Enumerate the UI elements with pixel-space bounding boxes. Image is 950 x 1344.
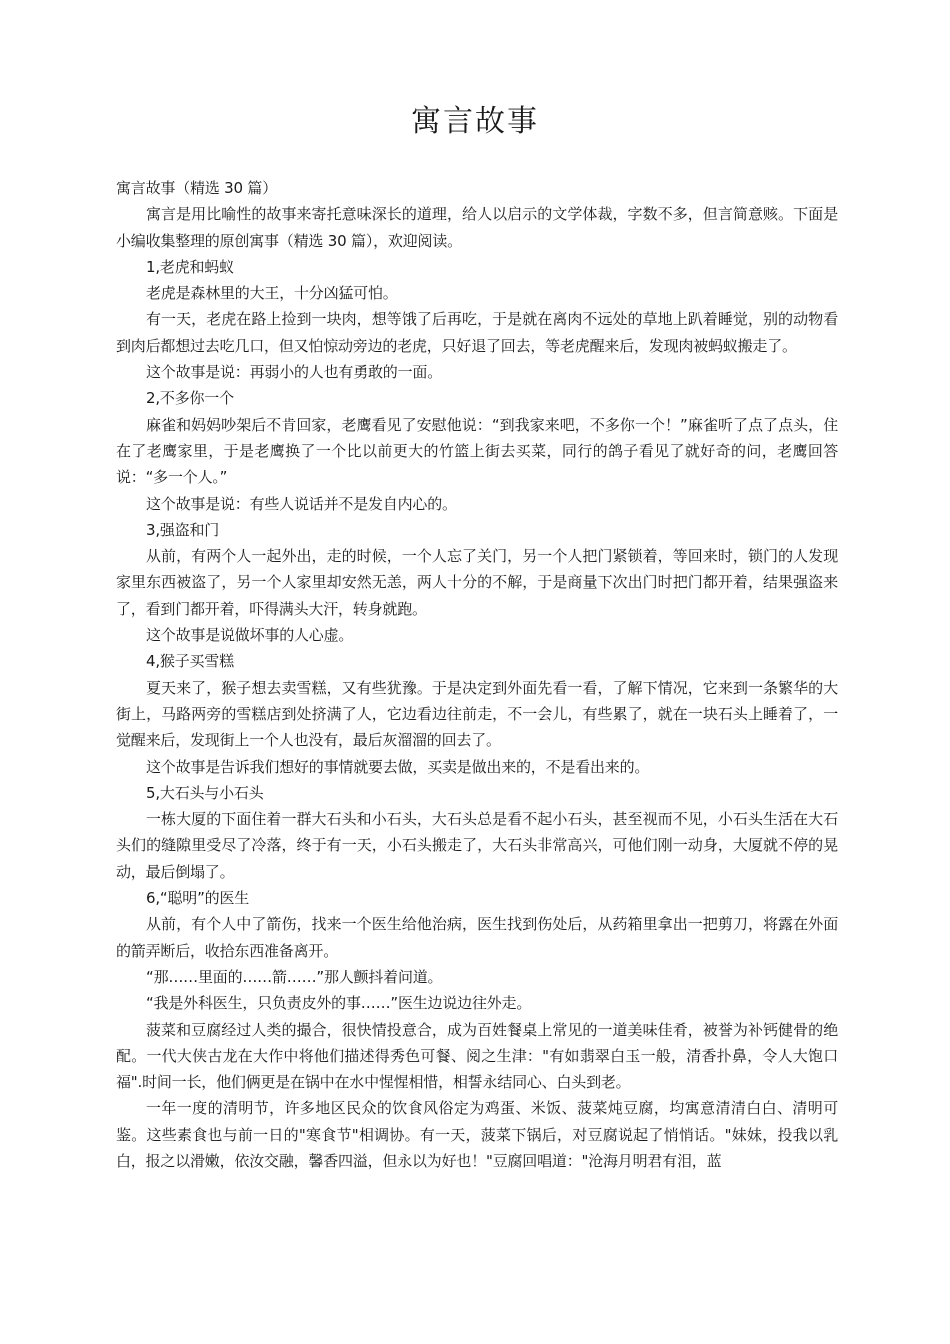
- paragraph: 2,不多你一个: [146, 389, 234, 408]
- paragraph: 6,“聪明”的医生: [146, 889, 250, 908]
- paragraph: 有一天，老虎在路上捡到一块肉，想等饿了后再吃，于是就在离肉不远处的草地上趴着睡觉，别的动物看到肉后都想过去吃几口，但又怕惊动旁边的老虎，只好退了回去，等老虎醒来后，发现肉被蚂蚁搬走了。: [116, 310, 838, 355]
- paragraph: 1,老虎和蚂蚁: [146, 257, 234, 276]
- paragraph: 这个故事是说：有些人说话并不是发自内心的。: [146, 494, 457, 513]
- paragraph: 这个故事是说做坏事的人心虚。: [146, 626, 354, 645]
- paragraph: “那……里面的……箭……”那人颤抖着问道。: [146, 967, 443, 986]
- paragraph: 从前，有个人中了箭伤，找来一个医生给他治病，医生找到伤处后，从药箱里拿出一把剪刀，将露在外面的箭弄断后，收拾东西准备离开。: [116, 915, 838, 960]
- paragraph: 菠菜和豆腐经过人类的撮合，很快情投意合，成为百姓餐桌上常见的一道美味佳肴，被誉为补钙健骨的绝配。一代大侠古龙在大作中将他们描述得秀色可餐、阅之生津："有如翡翠白玉一般，清香扑鼻，令人大饱口福".时间一长，他们俩更是在锅中在水中惺惺相惜，相誓永结同心、白头到老。: [116, 1020, 838, 1092]
- paragraph: “我是外科医生，只负责皮外的事……”医生边说边往外走。: [146, 994, 532, 1013]
- paragraph: 一年一度的清明节，许多地区民众的饮食风俗定为鸡蛋、米饭、菠菜炖豆腐，均寓意清清白白、清明可鉴。这些素食也与前一日的"寒食节"相调协。有一天，菠菜下锅后，对豆腐说起了悄悄话。"妹妹，投我以乳白，报之以滑嫩，依汝交融，馨香四溢，但永以为好也！"豆腐回唱道："沧海月明君有泪，蓝: [116, 1099, 838, 1170]
- paragraph: 麻雀和妈妈吵架后不肯回家，老鹰看见了安慰他说：“到我家来吧，不多你一个！”麻雀听了点了点头，住在了老鹰家里，于是老鹰换了一个比以前更大的竹篮上街去买菜，同行的鸽子看见了就好奇的问，老鹰回答说：“多一个人。”: [116, 415, 838, 487]
- document-body: [116, 175, 838, 1174]
- paragraph: 这个故事是说：再弱小的人也有勇敢的一面。: [146, 363, 443, 382]
- paragraph: 5,大石头与小石头: [146, 783, 264, 802]
- paragraph: 老虎是森林里的大王，十分凶猛可怕。: [146, 284, 398, 303]
- paragraph: 夏天来了，猴子想去卖雪糕，又有些犹豫。于是决定到外面先看一看，了解下情况，它来到一条繁华的大街上，马路两旁的雪糕店到处挤满了人，它边看边往前走，不一会儿，有些累了，就在一块石头上睡着了，一觉醒来后，发现街上一个人也没有，最后灰溜溜的回去了。: [116, 678, 838, 750]
- paragraph: 这个故事是告诉我们想好的事情就要去做，买卖是做出来的，不是看出来的。: [146, 757, 650, 776]
- paragraph: 寓言是用比喻性的故事来寄托意味深长的道理，给人以启示的文学体裁，字数不多，但言简意赅。下面是小编收集整理的原创寓事（精选 30 篇），欢迎阅读。: [116, 205, 838, 250]
- document-title: 寓言故事: [411, 104, 539, 139]
- paragraph: 寓言故事（精选 30 篇）: [116, 179, 278, 197]
- paragraph: 从前，有两个人一起外出，走的时候，一个人忘了关门，另一个人把门紧锁着，等回来时，锁门的人发现家里东西被盗了，另一个人家里却安然无恙，两人十分的不解，于是商量下次出门时把门都开着，结果强盗来了，看到门都开着，吓得满头大汗，转身就跑。: [116, 547, 838, 618]
- paragraph: 4,猴子买雪糕: [146, 652, 234, 671]
- paragraph: 3,强盗和门: [146, 520, 220, 539]
- paragraph: 一栋大厦的下面住着一群大石头和小石头，大石头总是看不起小石头，甚至视而不见，小石头生活在大石头们的缝隙里受尽了冷落，终于有一天，小石头搬走了，大石头非常高兴，可他们刚一动身，大厦就不停的晃动，最后倒塌了。: [116, 810, 838, 881]
